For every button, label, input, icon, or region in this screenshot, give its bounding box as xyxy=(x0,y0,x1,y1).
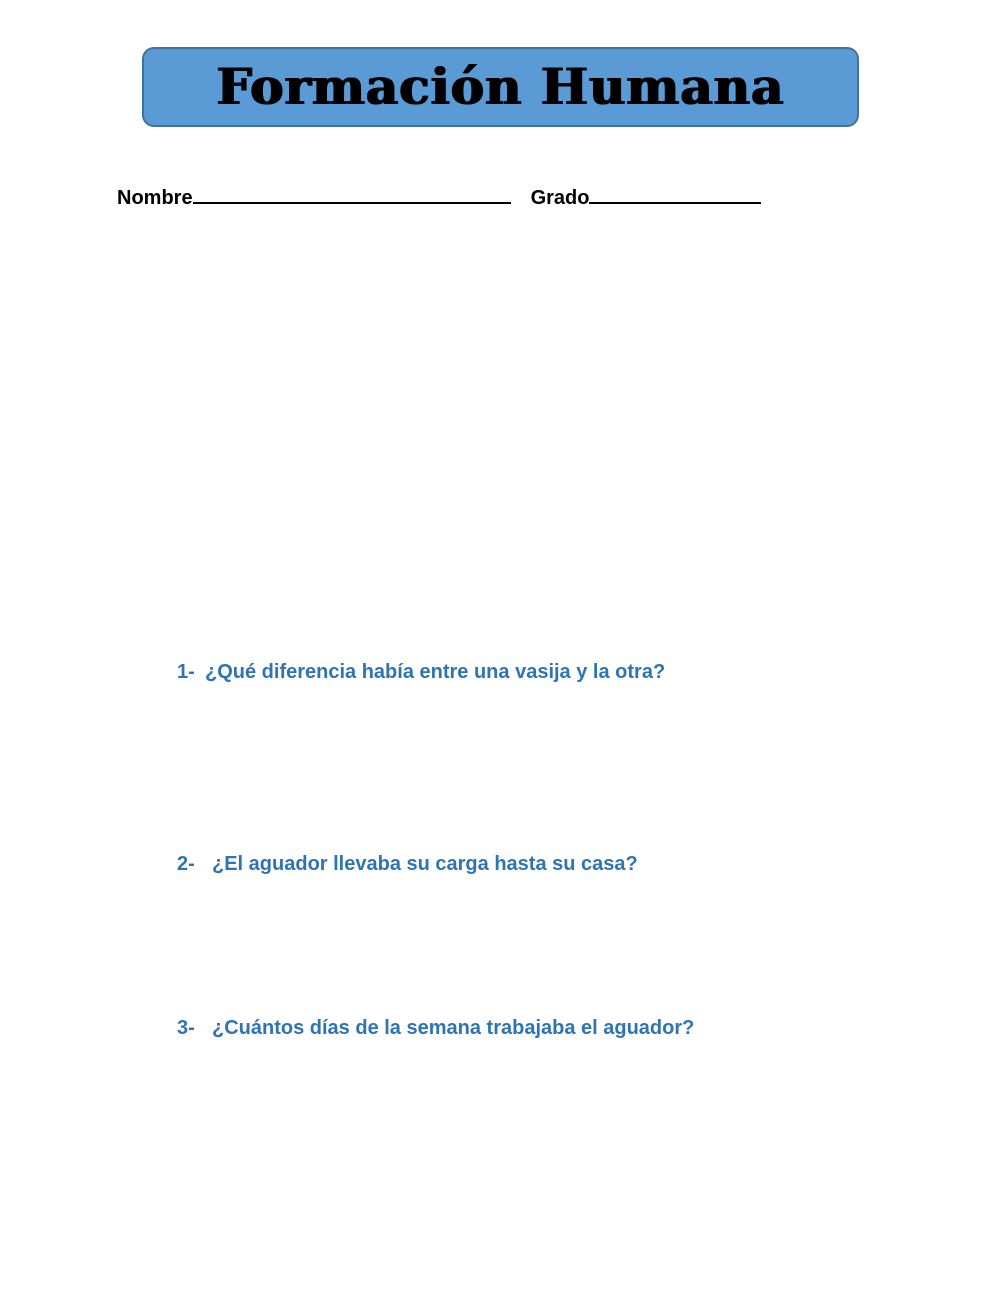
grade-field[interactable] xyxy=(589,186,761,204)
question-number: 3- xyxy=(177,1017,195,1039)
grade-label: Grado xyxy=(530,187,590,209)
name-field[interactable] xyxy=(193,186,511,204)
title-banner xyxy=(142,47,859,127)
question-number: 2- xyxy=(177,853,195,875)
question-text: ¿El aguador llevaba su carga hasta su casa? xyxy=(212,853,638,875)
question-1 xyxy=(177,661,665,684)
page-title: Formación Humana xyxy=(216,57,785,116)
question-3 xyxy=(177,1017,694,1040)
name-label: Nombre xyxy=(117,187,193,209)
question-2 xyxy=(177,853,638,876)
question-text: ¿Cuántos días de la semana trabajaba el aguador? xyxy=(212,1017,695,1039)
question-text: ¿Qué diferencia había entre una vasija y la otra? xyxy=(205,661,666,683)
student-info-row xyxy=(117,186,761,210)
question-number: 1- xyxy=(177,661,195,683)
